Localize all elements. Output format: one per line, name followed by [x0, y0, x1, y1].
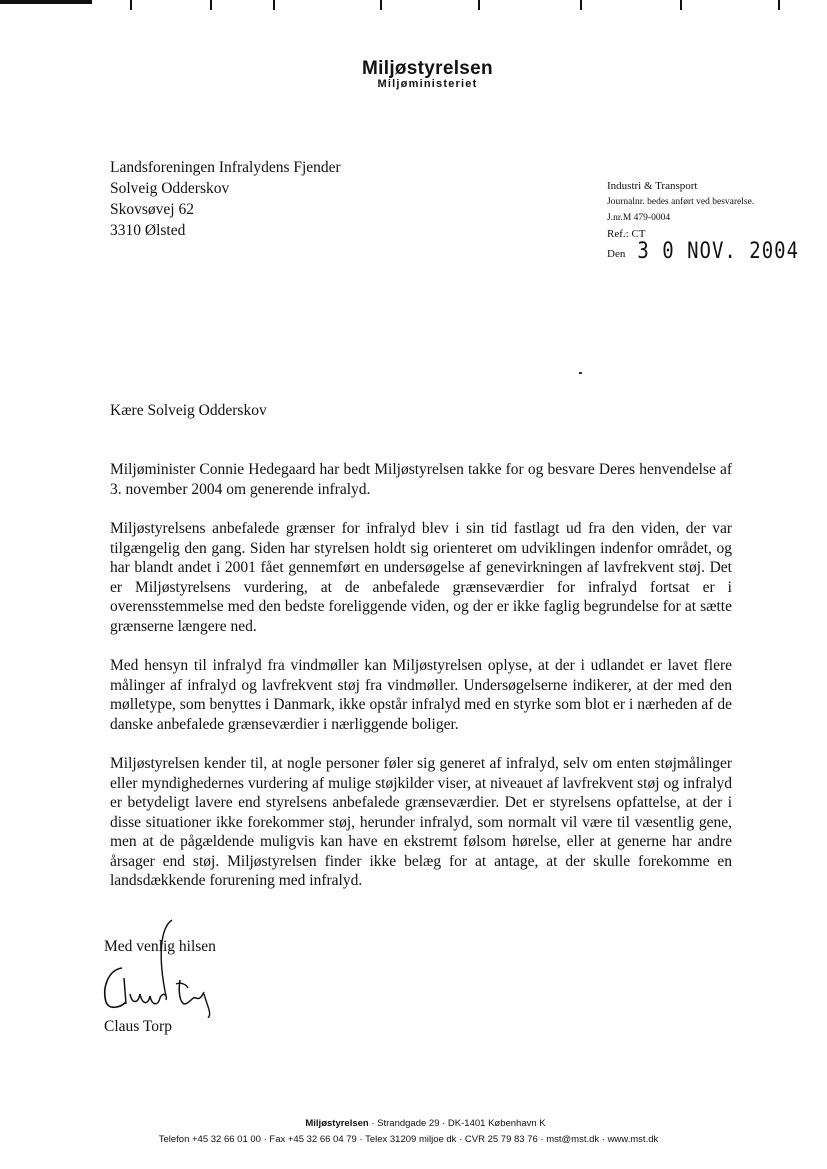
scan-artifact — [130, 0, 132, 10]
letterhead-org-name: Miljøstyrelsen — [362, 58, 493, 79]
scan-artifact — [579, 372, 582, 374]
body-paragraph: Med hensyn til infralyd fra vindmøller kan Miljøstyrelsen oplyse, at der i udlandet er lavet flere målinger af infralyd og lavfrekvent støj fra vindmøller. Undersøgelserne indikerer, at der med den mølletype, som benyttes i Danmark, ikke opstår infralyd med en styrke som blot er i nærheden af de danske anbefalede grænseværdier i nærliggende boliger. — [110, 657, 732, 733]
recipient-line: Skovsøvej 62 — [110, 201, 194, 218]
signer-name: Claus Torp — [104, 1018, 172, 1035]
recipient-line: Solveig Odderskov — [110, 180, 230, 197]
closing: Med venlig hilsen — [104, 938, 216, 955]
footer-contact-line: Telefon +45 32 66 01 00 · Fax +45 32 66 04 79 · Telex 31209 miljoe dk · CVR 25 79 83 76 · mst@mst.dk · www.mst.dk — [158, 1134, 659, 1145]
date-label: Den — [607, 248, 626, 260]
recipient-line: Landsforeningen Infralydens Fjender — [110, 159, 341, 176]
scan-artifact — [273, 0, 275, 10]
scan-artifact — [478, 0, 480, 10]
scan-artifact — [778, 0, 780, 10]
body-paragraph: Miljøstyrelsens anbefalede grænser for infralyd blev i sin tid fastlagt ud fra den viden, der var tilgængelig den gang. Siden har styrelsen holdt sig orienteret om udviklingen indenfor området, og har blandt andet i 2001 fået gennemført en undersøgelse af genevirkningen af lavfrekvent støj. Det er Miljøstyrelsens vurdering, at de anbefalede grænseværdier for infralyd fortsat er i overensstemmelse med den bedste foreliggende viden, og der er ikke faglig begrundelse for at sætte grænserne længere ned. — [110, 520, 732, 635]
footer-address: · Strandgade 29 · DK-1401 København K — [371, 1118, 546, 1129]
body-paragraph: Miljøminister Connie Hedegaard har bedt Miljøstyrelsen takke for og besvare Deres henvendelse af 3. november 2004 om generende infralyd. — [110, 461, 732, 498]
handwritten-signature — [100, 918, 230, 1018]
reference-initials: Ref.: CT — [607, 228, 646, 240]
recipient-line: 3310 Ølsted — [110, 222, 186, 239]
letter-body — [110, 460, 732, 911]
footer-org: Miljøstyrelsen — [305, 1118, 369, 1129]
recipient-address — [110, 157, 341, 241]
date-stamp: 3 0 NOV. 2004 — [637, 238, 800, 264]
journal-note: Journalnr. bedes anført ved besvarelse. — [607, 197, 755, 207]
scan-artifact — [580, 0, 582, 10]
date-line — [607, 238, 800, 264]
scan-artifact — [210, 0, 212, 10]
reference-block — [607, 178, 799, 262]
scan-artifact — [380, 0, 382, 10]
letterhead-ministry: Miljøministeriet — [377, 78, 478, 90]
scan-artifact — [680, 0, 682, 10]
salutation: Kære Solveig Odderskov — [110, 402, 267, 419]
department: Industri & Transport — [607, 180, 698, 192]
footer-address-line — [12, 1118, 827, 1129]
body-paragraph: Miljøstyrelsen kender til, at nogle personer føler sig generet af infralyd, selv om enten støjmålinger eller myndighedernes vurdering af mulige støjkilder viser, at niveauet af lavfrekvent støj og infralyd er betydeligt lavere end styrelsens anbefalede grænseværdier. Det er styrelsens opfattelse, at der i disse situationer ikke forekommer støj, herunder infralyd, som normalt vil være til væsentlig gene, men at de pågældende muligvis kan have en ekstremt følsom hørelse, eller at generne har andre årsager end støj. Miljøstyrelsen finder ikke belæg for at antage, at der skulle forekomme en landsdækkende forurening med infralyd. — [110, 755, 732, 889]
scan-artifact — [0, 0, 92, 4]
journal-number: J.nr.M 479-0004 — [607, 213, 671, 223]
letterhead — [0, 58, 827, 90]
